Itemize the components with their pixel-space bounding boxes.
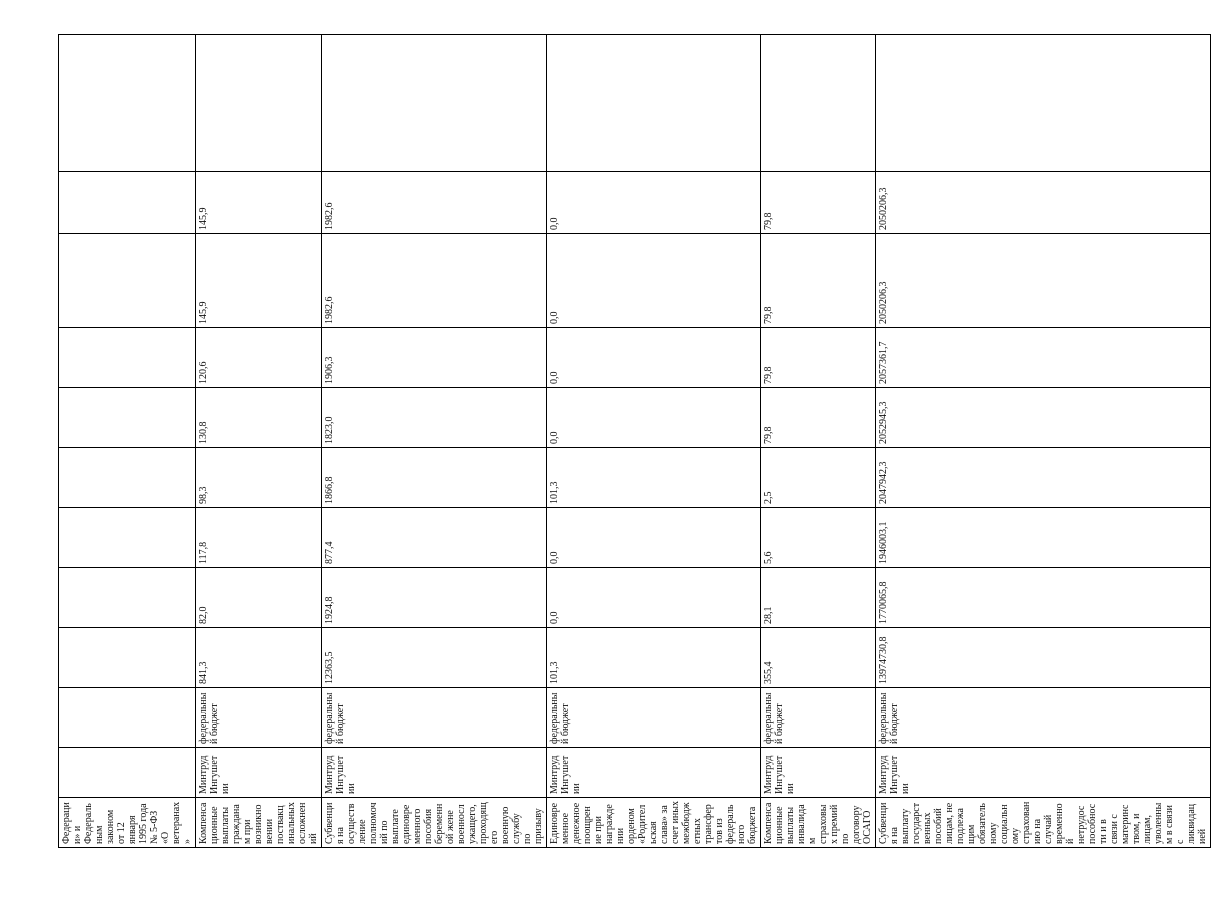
source-cell: федеральный бюджет: [547, 688, 761, 748]
value-cell: 98,3: [196, 448, 322, 508]
source-cell: федеральный бюджет: [322, 688, 547, 748]
value-cell: 101,3: [547, 628, 761, 688]
agency-cell: [59, 748, 196, 798]
row-name-cell: Компенсационные выплаты гражданам при возникновении поствакцинальных осложнений: [196, 798, 322, 848]
value-cell: 82,0: [196, 568, 322, 628]
value-cell: 79,8: [761, 328, 876, 388]
value-cell: 130,8: [196, 388, 322, 448]
value-cell: 0,0: [547, 508, 761, 568]
row-name-cell: Субвенция на осуществление полномочий по выплате единовременного пособия беременной жене военнослужащего, проходящего военную службу по призыву: [322, 798, 547, 848]
value-cell: [59, 172, 196, 234]
value-cell: 120,6: [196, 328, 322, 388]
table-row: [547, 35, 761, 848]
value-cell: [59, 328, 196, 388]
value-cell: 1982,6: [322, 234, 547, 328]
table-row: [59, 35, 196, 848]
value-cell: 1982,6: [322, 172, 547, 234]
value-cell: 841,3: [196, 628, 322, 688]
value-cell: [876, 35, 1211, 172]
row-name-cell: Федерации» и Федеральным законом от 12 января 1995 года № 5-ФЗ «О ветеранах»: [59, 798, 196, 848]
value-cell: 0,0: [547, 328, 761, 388]
value-cell: 2057361,7: [876, 328, 1211, 388]
source-cell: федеральный бюджет: [761, 688, 876, 748]
table-row: [876, 35, 1211, 848]
value-cell: 1866,8: [322, 448, 547, 508]
value-cell: [59, 448, 196, 508]
value-cell: [59, 628, 196, 688]
row-name-cell: Субвенция на выплату государственных пособий лицам, не подлежащим обязательному социальному страхованию на случай временной нетрудоспособности и в связи с материнством, и лицам, уволенным в связи с ликвидацией: [876, 798, 1211, 848]
value-cell: [761, 35, 876, 172]
value-cell: 1770065,8: [876, 568, 1211, 628]
value-cell: 2050206,3: [876, 234, 1211, 328]
table-row: [761, 35, 876, 848]
value-cell: 0,0: [547, 388, 761, 448]
value-cell: [547, 35, 761, 172]
value-cell: [322, 35, 547, 172]
source-cell: федеральный бюджет: [876, 688, 1211, 748]
value-cell: 2050206,3: [876, 172, 1211, 234]
agency-cell: Минтруд Ингушетии: [761, 748, 876, 798]
value-cell: 79,8: [761, 234, 876, 328]
value-cell: 145,9: [196, 234, 322, 328]
value-cell: 13974730,8: [876, 628, 1211, 688]
value-cell: 877,4: [322, 508, 547, 568]
value-cell: 79,8: [761, 388, 876, 448]
value-cell: 2,5: [761, 448, 876, 508]
value-cell: 0,0: [547, 172, 761, 234]
row-name-cell: Единовременное денежное поощрение при награждении орденом «Родительская слава» за счет иных межбюджетных трансфертов из федерального бюджета: [547, 798, 761, 848]
agency-cell: Минтруд Ингушетии: [322, 748, 547, 798]
value-cell: [196, 35, 322, 172]
value-cell: [59, 234, 196, 328]
table-row: [322, 35, 547, 848]
agency-cell: Минтруд Ингушетии: [547, 748, 761, 798]
table-body: [59, 35, 1211, 848]
agency-cell: Минтруд Ингушетии: [876, 748, 1211, 798]
value-cell: [59, 508, 196, 568]
value-cell: [59, 568, 196, 628]
table-row: [196, 35, 322, 848]
value-cell: 1924,8: [322, 568, 547, 628]
value-cell: 1906,3: [322, 328, 547, 388]
value-cell: 0,0: [547, 568, 761, 628]
value-cell: 145,9: [196, 172, 322, 234]
source-cell: федеральный бюджет: [196, 688, 322, 748]
value-cell: 1946003,1: [876, 508, 1211, 568]
source-cell: [59, 688, 196, 748]
value-cell: 117,8: [196, 508, 322, 568]
value-cell: 1823,0: [322, 388, 547, 448]
value-cell: 5,6: [761, 508, 876, 568]
agency-cell: Минтруд Ингушетии: [196, 748, 322, 798]
value-cell: 101,3: [547, 448, 761, 508]
budget-table: [58, 34, 1211, 848]
value-cell: 2047942,3: [876, 448, 1211, 508]
value-cell: 0,0: [547, 234, 761, 328]
row-name-cell: Компенсационные выплаты инвалидам страховых премий по договору ОСАГО: [761, 798, 876, 848]
value-cell: 12363,5: [322, 628, 547, 688]
rotated-table-container: [58, 35, 1208, 848]
value-cell: 355,4: [761, 628, 876, 688]
value-cell: 2052945,3: [876, 388, 1211, 448]
value-cell: 79,8: [761, 172, 876, 234]
value-cell: [59, 35, 196, 172]
value-cell: 28,1: [761, 568, 876, 628]
value-cell: [59, 388, 196, 448]
